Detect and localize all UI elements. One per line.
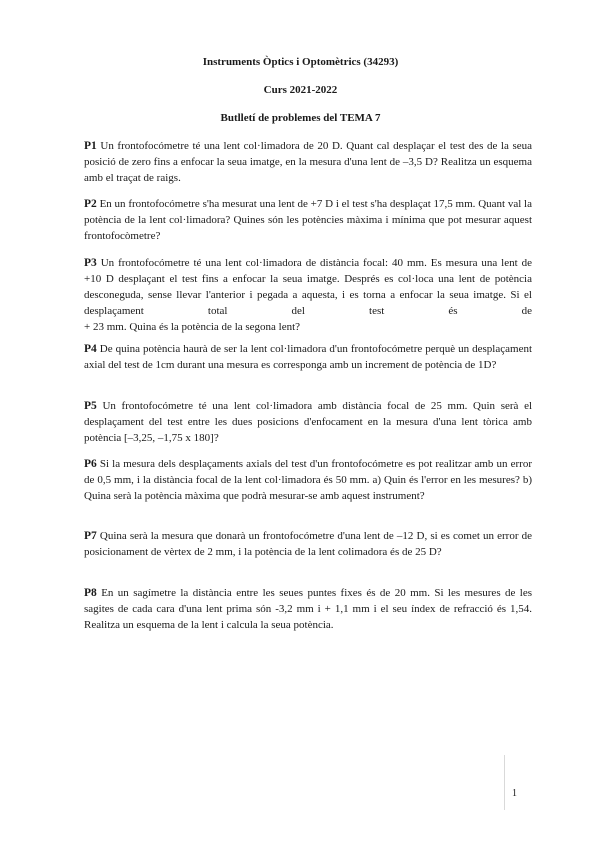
problem-8 [84,585,532,633]
problem-label: P5 [84,400,97,412]
course-title: Instruments Òptics i Optomètrics (34293) [202,56,399,68]
problem-3 [84,255,532,335]
problem-text: De quina potència haurà de ser la lent col·limadora d'un frontofocómetre perquè un desplaçament axial del test de 1cm durant una mesura es corresponga amb un increment de potència de 1D? [84,343,533,371]
problem-text: En un sagímetre la distància entre les seues puntes fixes és de 20 mm. Si les mesures de les sagites de cada cara d'una lent prima són -3,2 mm i + 1,1 mm i el seu índex de refracció és 1,54. Realitza un esquema de la lent i calcula la seua potència. [84,587,533,631]
problem-6 [84,456,532,504]
page-number: 1 [512,788,517,799]
problem-label: P8 [84,587,97,599]
problem-text: Si la mesura dels desplaçaments axials del test d'un frontofocómetre es pot realitzar amb un error de 0,5 mm, i la distància focal de la lent col·limadora és 50 mm. a) Quin és l'error en les mesures? b) Quina serà la potència màxima que podrà mesurar-se amb aquest instrument? [84,458,532,502]
course-year: Curs 2021-2022 [263,84,338,96]
margin-rule [504,755,505,810]
problem-label: P2 [84,198,97,210]
problem-label: P7 [84,530,97,542]
problem-label: P3 [84,257,97,269]
problem-5 [84,398,532,446]
problem-2 [84,196,532,244]
problem-text: Un frontofocómetre té una lent col·limadora de 20 D. Quant cal desplaçar el test des de la seua posició de zero fins a enfocar la seua imatge, en la mesura d'una lent de –3,5 D? Realitza un esquema amb el traçat de raigs. [84,140,533,184]
problem-7 [84,528,532,560]
problem-label: P1 [84,140,97,152]
problem-text: Un frontofocómetre té una lent col·limadora amb distància focal de 25 mm. Quin serà el desplaçament del test entre les dues posicions d'enfocament en la mesura d'una lent tòrica amb potència [–3,25, –1,75 x 180]? [84,400,533,444]
problem-1 [84,138,532,186]
problem-label: P4 [84,343,97,355]
problem-label: P6 [84,458,97,470]
problem-text-continuation: + 23 mm. Quina és la potència de la segona lent? [84,321,301,333]
problem-text: Quina serà la mesura que donarà un frontofocómetre d'una lent de –12 D, si es comet un error de posicionament de vèrtex de 2 mm, i la potència de la lent colimadora és de 25 D? [84,530,532,558]
sheet-title: Butlletí de problemes del TEMA 7 [220,112,381,124]
problem-text: En un frontofocómetre s'ha mesurat una lent de +7 D i el test s'ha desplaçat 17,5 mm. Quant val la potència de la lent col·limadora? Quines són les potències màxima i mínima que pot mesurar aquest frontofocòmetre? [84,198,532,242]
problem-text: Un frontofocómetre té una lent col·limadora de distància focal: 40 mm. Es mesura una lent de +10 D desplaçant el test fins a enfocar la seua imatge. Després es col·loca una lent de potència desconeguda, sense llevar l'anterior i pegada a aquesta, i es torna a enfocar la seua imatge. Si el desplaçament total del test és de [84,257,532,317]
problem-4 [84,341,532,373]
